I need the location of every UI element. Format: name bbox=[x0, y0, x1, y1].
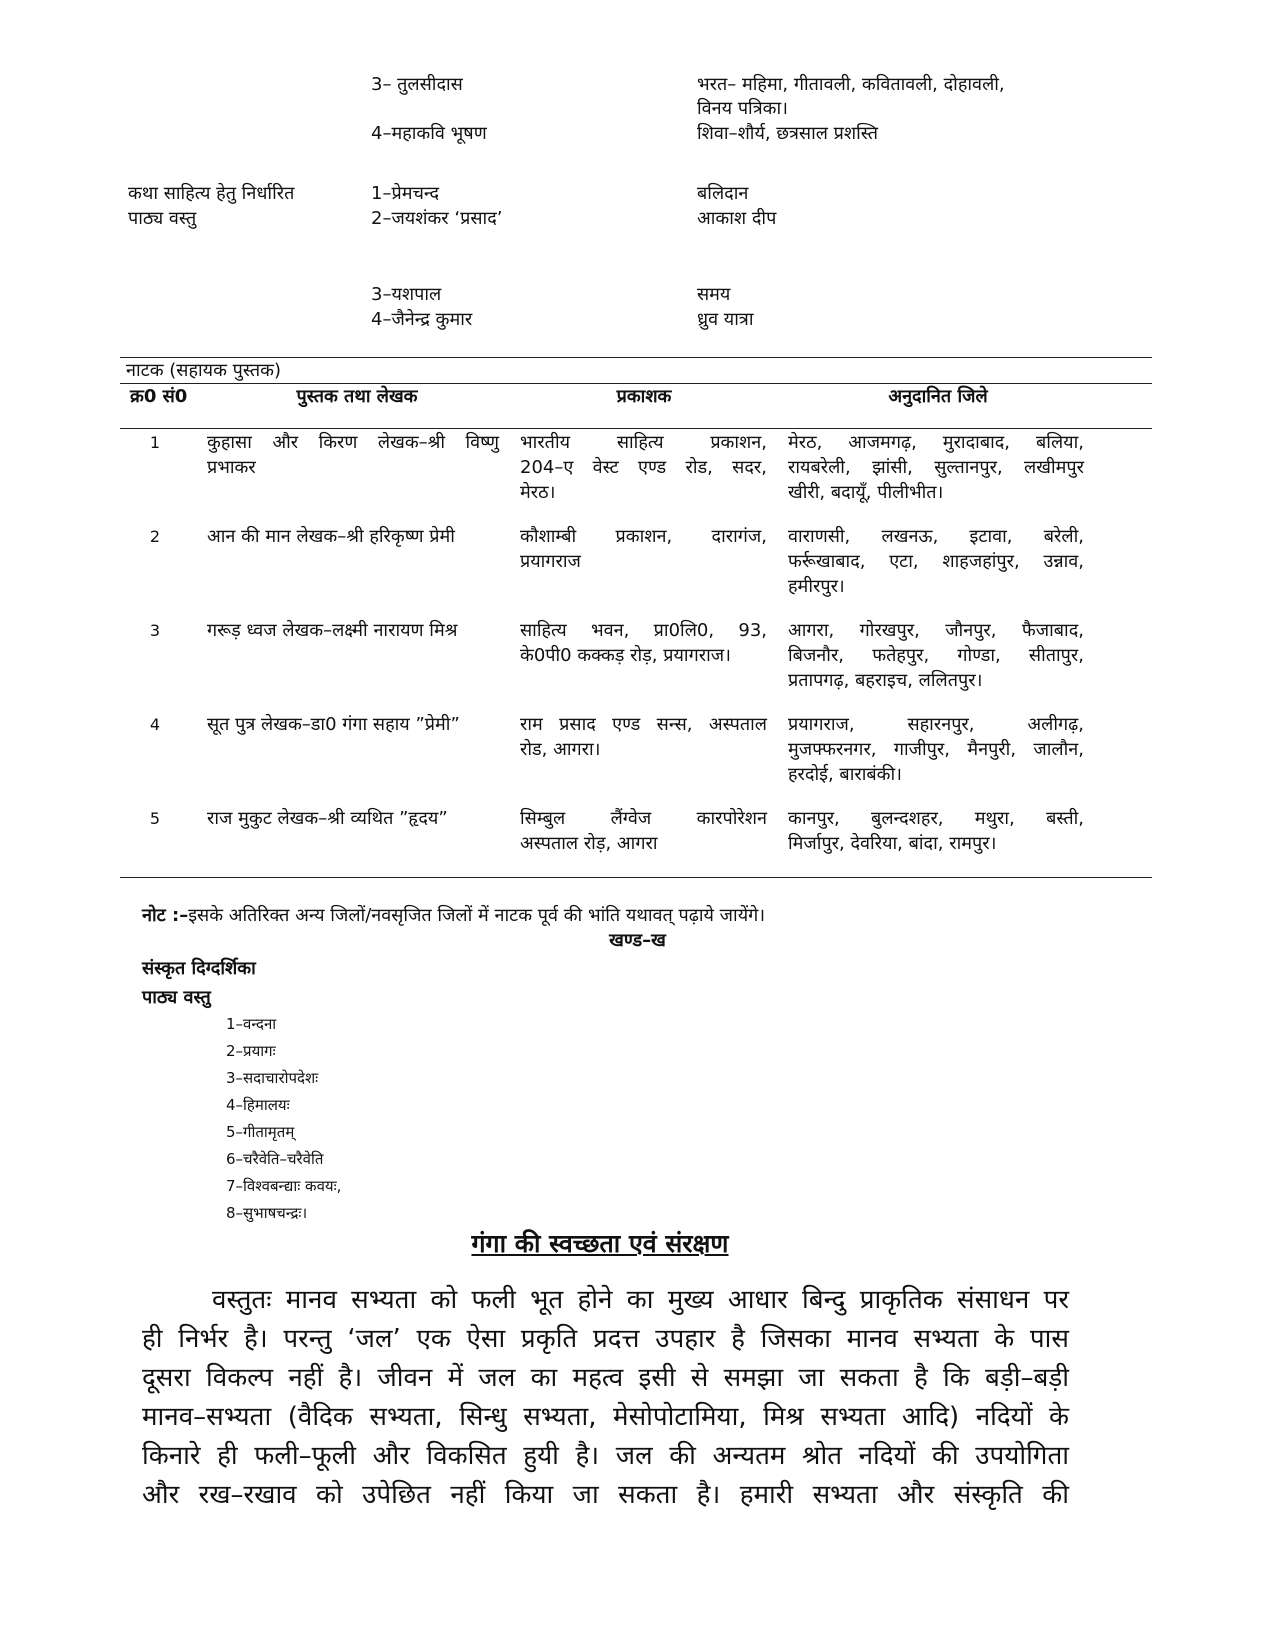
sanskrit-title: संस्कृत दिग्दर्शिका bbox=[142, 958, 256, 979]
drama-heading: नाटक (सहायक पुस्तक) bbox=[126, 360, 281, 381]
essay-line: ही निर्भर है। परन्तु ‘जल’ एक ऐसा प्रकृति प्रदत्त उपहार है जिसका मानव सभ्यता के पास bbox=[142, 1324, 1069, 1354]
col-header-serial: क्र0 सं0 bbox=[130, 386, 188, 407]
row-book-line: आन की मान लेखक–श्री हरिकृष्ण प्रेमी bbox=[207, 526, 455, 547]
row-serial: 4 bbox=[149, 715, 161, 734]
row-publisher-line: 204–ए वेस्ट एण्ड रोड, सदर, bbox=[520, 457, 767, 478]
row-serial: 3 bbox=[149, 621, 161, 640]
essay-title: गंगा की स्वच्छता एवं संरक्षण bbox=[471, 1229, 729, 1258]
row-districts-line: आगरा, गोरखपुर, जौनपुर, फैजाबाद, bbox=[788, 620, 1084, 641]
row-publisher-line: रोड, आगरा। bbox=[520, 739, 601, 760]
poetry-works-3-line1: भरत– महिमा, गीतावली, कवितावली, दोहावली, bbox=[697, 74, 1005, 95]
poetry-author-4: 4–महाकवि भूषण bbox=[371, 123, 487, 144]
fiction-author-4: 4–जैनेन्द्र कुमार bbox=[371, 309, 473, 330]
note-label: नोट :– bbox=[142, 905, 189, 926]
row-publisher-line: साहित्य भवन, प्रा0लि0, 93, bbox=[520, 620, 767, 641]
sanskrit-item: 2–प्रयागः bbox=[226, 1042, 276, 1060]
row-book-line: गरूड़ ध्वज लेखक–लक्ष्मी नारायण मिश्र bbox=[207, 620, 458, 641]
row-districts-line: रायबरेली, झांसी, सुल्तानपुर, लखीमपुर bbox=[788, 457, 1084, 478]
sanskrit-item: 5–गीतामृतम् bbox=[226, 1123, 295, 1141]
row-serial: 2 bbox=[149, 527, 161, 546]
row-publisher-line: राम प्रसाद एण्ड सन्स, अस्पताल bbox=[520, 714, 767, 735]
row-publisher-line: सिम्बुल लैंग्वेज कारपोरेशन bbox=[520, 808, 767, 829]
row-districts-line: मिर्जापुर, देवरिया, बांदा, रामपुर। bbox=[788, 833, 997, 854]
sanskrit-subtitle: पाठ्य वस्तु bbox=[142, 987, 211, 1008]
fiction-author-2: 2–जयशंकर ‘प्रसाद’ bbox=[371, 208, 503, 229]
row-book-line: प्रभाकर bbox=[207, 457, 256, 478]
row-serial: 5 bbox=[149, 809, 161, 828]
row-districts-line: खीरी, बदायूँ, पीलीभीत। bbox=[788, 482, 944, 503]
col-header-book: पुस्तक तथा लेखक bbox=[296, 386, 418, 407]
sanskrit-item: 3–सदाचारोपदेशः bbox=[226, 1069, 319, 1087]
row-book-line: राज मुकुट लेखक–श्री व्यथित ”हृदय” bbox=[207, 808, 448, 829]
sanskrit-item: 7–विश्वबन्द्याः कवयः, bbox=[226, 1177, 342, 1195]
fiction-title-4: ध्रुव यात्रा bbox=[697, 309, 754, 330]
poetry-works-4-line1: शिवा–शौर्य, छत्रसाल प्रशस्ति bbox=[697, 123, 879, 144]
essay-line: दूसरा विकल्प नहीं है। जीवन में जल का महत्व इसी से समझा जा सकता है कि बड़ी–बड़ी bbox=[142, 1363, 1069, 1393]
fiction-title-2: आकाश दीप bbox=[697, 208, 777, 229]
table-bottom-rule bbox=[120, 877, 1152, 878]
sanskrit-item: 1–वन्दना bbox=[226, 1015, 277, 1033]
row-districts-line: फर्रूखाबाद, एटा, शाहजहांपुर, उन्नाव, bbox=[788, 551, 1084, 572]
table-header-rule bbox=[120, 428, 1152, 429]
row-publisher-line: अस्पताल रोड़, आगरा bbox=[520, 833, 658, 854]
note-text: इसके अतिरिक्त अन्य जिलों/नवसृजित जिलों में नाटक पूर्व की भांति यथावत् पढ़ाये जायेंगे। bbox=[188, 905, 766, 926]
row-book-line: कुहासा और किरण लेखक–श्री विष्णु bbox=[207, 432, 499, 453]
fiction-title-3: समय bbox=[697, 284, 731, 305]
row-districts-line: वाराणसी, लखनऊ, इटावा, बरेली, bbox=[788, 526, 1084, 547]
sanskrit-item: 4–हिमालयः bbox=[226, 1096, 290, 1114]
fiction-title-1: बलिदान bbox=[697, 183, 749, 204]
fiction-author-3: 3–यशपाल bbox=[371, 284, 442, 305]
fiction-label-line2: पाठ्य वस्तु bbox=[128, 208, 197, 229]
essay-line: और रख–रखाव को उपेछित नहीं किया जा सकता है। हमारी सभ्यता और संस्कृति की bbox=[142, 1480, 1069, 1510]
row-book-line: सूत पुत्र लेखक–डा0 गंगा सहाय ”प्रेमी” bbox=[207, 714, 460, 735]
note bbox=[142, 903, 765, 929]
row-publisher-line: प्रयागराज bbox=[520, 551, 581, 572]
row-publisher-line: कौशाम्बी प्रकाशन, दारागंज, bbox=[520, 526, 767, 547]
section-heading: खण्ड–ख bbox=[609, 930, 666, 951]
row-districts-line: प्रतापगढ़, बहराइच, ललितपुर। bbox=[788, 670, 983, 691]
essay-paragraph bbox=[142, 1281, 1069, 1515]
row-districts-line: हमीरपुर। bbox=[788, 576, 845, 597]
fiction-author-1: 1–प्रेमचन्द bbox=[371, 183, 440, 204]
essay-line: मानव–सभ्यता (वैदिक सभ्यता, सिन्धु सभ्यता, मेसोपोटामिया, मिश्र सभ्यता आदि) नदियों के bbox=[142, 1402, 1069, 1432]
row-districts-line: हरदोई, बाराबंकी। bbox=[788, 764, 902, 785]
row-serial: 1 bbox=[149, 433, 161, 452]
row-districts-line: बिजनौर, फतेहपुर, गोण्डा, सीतापुर, bbox=[788, 645, 1084, 666]
fiction-label-line1: कथा साहित्य हेतु निर्धारित bbox=[128, 183, 295, 204]
col-header-districts: अनुदानित जिले bbox=[888, 386, 988, 407]
essay-line: वस्तुतः मानव सभ्यता को फली भूत होने का मुख्य आधार बिन्दु प्राकृतिक संसाधन पर bbox=[212, 1285, 1069, 1315]
row-districts-line: मेरठ, आजमगढ़, मुरादाबाद, बलिया, bbox=[788, 432, 1084, 453]
row-districts-line: कानपुर, बुलन्दशहर, मथुरा, बस्ती, bbox=[788, 808, 1084, 829]
sanskrit-item: 6–चरैवेति–चरैवेति bbox=[226, 1150, 324, 1168]
poetry-author-3: 3– तुलसीदास bbox=[371, 74, 463, 95]
sanskrit-item: 8–सुभाषचन्द्रः। bbox=[226, 1204, 308, 1222]
poetry-works-3-line2: विनय पत्रिका। bbox=[697, 98, 788, 119]
row-publisher-line: मेरठ। bbox=[520, 482, 556, 503]
essay-line: किनारे ही फली–फूली और विकसित हुयी है। जल की अन्यतम श्रोत नदियों की उपयोगिता bbox=[142, 1441, 1069, 1471]
row-districts-line: प्रयागराज, सहारनपुर, अलीगढ़, bbox=[788, 714, 1084, 735]
col-header-publisher: प्रकाशक bbox=[616, 386, 672, 407]
row-publisher-line: के0पी0 कक्कड़ रोड़, प्रयागराज। bbox=[520, 645, 731, 666]
row-districts-line: मुजफ्फरनगर, गाजीपुर, मैनपुरी, जालौन, bbox=[788, 739, 1084, 760]
row-publisher-line: भारतीय साहित्य प्रकाशन, bbox=[520, 432, 767, 453]
